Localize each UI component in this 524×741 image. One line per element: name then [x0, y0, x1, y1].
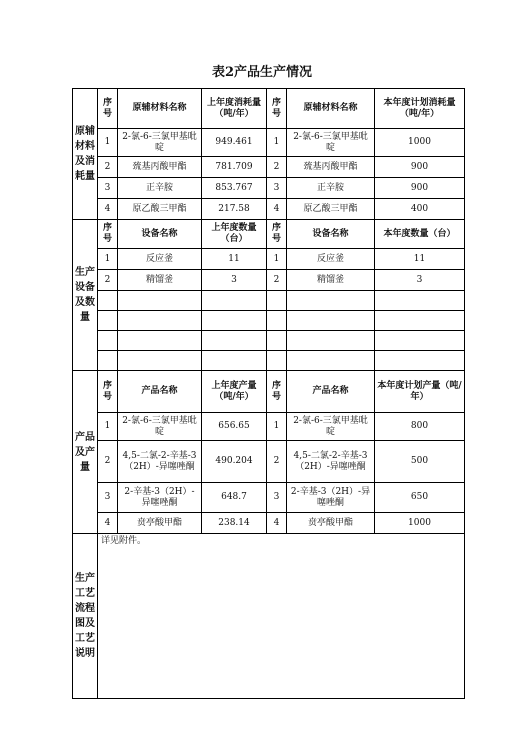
empty-cell: [267, 351, 287, 371]
header-cell: 设备名称: [118, 220, 202, 249]
empty-cell: [267, 331, 287, 351]
table-cell: 原乙酸三甲酯: [118, 199, 202, 220]
table-cell: 2-氯-6-三氯甲基吡啶: [287, 413, 375, 441]
table-cell: 2-氯-6-三氯甲基吡啶: [118, 413, 202, 441]
table-cell: 4: [98, 513, 118, 534]
table-row: [73, 513, 465, 534]
equipment-header-row: [73, 220, 465, 249]
empty-cell: [287, 311, 375, 331]
header-cell: 原辅材料名称: [287, 89, 375, 129]
header-cell: 原辅材料名称: [118, 89, 202, 129]
table-cell: 1000: [375, 129, 465, 157]
table-row: [73, 413, 465, 441]
process-section-label: 生产工艺流程图及工艺说明: [73, 534, 98, 699]
table-cell: 贲亭酸甲酯: [287, 513, 375, 534]
table-cell: 巯基丙酸甲酯: [118, 157, 202, 178]
table-row: [73, 178, 465, 199]
materials-section-label: 原辅材料及消耗量: [73, 89, 98, 220]
empty-cell: [202, 351, 267, 371]
document-title: 表2产品生产情况: [211, 65, 313, 80]
header-cell: 本年度计划消耗量（吨/年）: [375, 89, 465, 129]
table-cell: 反应釜: [287, 249, 375, 270]
table-cell: 949.461: [202, 129, 267, 157]
table-cell: 1: [267, 413, 287, 441]
table-cell: 原乙酸三甲酯: [287, 199, 375, 220]
table-row: [73, 441, 465, 483]
table-cell: 1: [98, 129, 118, 157]
empty-row: [73, 311, 465, 331]
table-cell: 1: [267, 249, 287, 270]
empty-cell: [118, 351, 202, 371]
table-cell: 400: [375, 199, 465, 220]
empty-cell: [98, 311, 118, 331]
table-cell: 2: [98, 270, 118, 291]
empty-cell: [118, 311, 202, 331]
table-cell: 2-氯-6-三氯甲基吡啶: [287, 129, 375, 157]
table-cell: 4,5-二氯-2-辛基-3（2H）-异噻唑酮: [118, 441, 202, 483]
table-cell: 2: [267, 157, 287, 178]
table-cell: 反应釜: [118, 249, 202, 270]
empty-row: [73, 351, 465, 371]
table-cell: 3: [202, 270, 267, 291]
table-row: [73, 199, 465, 220]
empty-row: [73, 291, 465, 311]
table-row: [73, 270, 465, 291]
table-cell: 217.58: [202, 199, 267, 220]
table-cell: 1: [267, 129, 287, 157]
empty-cell: [375, 351, 465, 371]
table-cell: 精馏釜: [118, 270, 202, 291]
empty-cell: [202, 311, 267, 331]
empty-row: [73, 331, 465, 351]
table-row: [73, 129, 465, 157]
header-cell: 产品名称: [287, 371, 375, 413]
empty-cell: [287, 291, 375, 311]
table-cell: 900: [375, 157, 465, 178]
table-cell: 1000: [375, 513, 465, 534]
table-cell: 11: [202, 249, 267, 270]
empty-cell: [98, 331, 118, 351]
table-cell: 巯基丙酸甲酯: [287, 157, 375, 178]
header-cell: 序号: [98, 371, 118, 413]
table-cell: 3: [98, 178, 118, 199]
table-cell: 正辛胺: [118, 178, 202, 199]
empty-cell: [202, 291, 267, 311]
production-table: [72, 88, 465, 699]
header-cell: 本年度数量（台）: [375, 220, 465, 249]
table-cell: 656.65: [202, 413, 267, 441]
process-row: [73, 534, 465, 699]
table-cell: 2-辛基-3（2H）-异噻唑酮: [118, 483, 202, 513]
table-cell: 2: [267, 441, 287, 483]
empty-cell: [267, 291, 287, 311]
table-cell: 2: [98, 157, 118, 178]
empty-cell: [118, 331, 202, 351]
table-cell: 500: [375, 441, 465, 483]
header-cell: 设备名称: [287, 220, 375, 249]
empty-cell: [98, 291, 118, 311]
table-cell: 精馏釜: [287, 270, 375, 291]
materials-header-row: [73, 89, 465, 129]
header-cell: 序号: [98, 89, 118, 129]
header-cell: 产品名称: [118, 371, 202, 413]
table-row: [73, 249, 465, 270]
process-description: 详见附件。: [98, 534, 465, 699]
products-section-label: 产品及产量: [73, 371, 98, 534]
empty-cell: [267, 311, 287, 331]
products-header-row: [73, 371, 465, 413]
empty-cell: [98, 351, 118, 371]
empty-cell: [375, 311, 465, 331]
table-cell: 3: [267, 178, 287, 199]
table-cell: 781.709: [202, 157, 267, 178]
table-cell: 900: [375, 178, 465, 199]
table-cell: 1: [98, 413, 118, 441]
header-cell: 上年度产量（吨/年）: [202, 371, 267, 413]
empty-cell: [287, 331, 375, 351]
table-cell: 11: [375, 249, 465, 270]
table-row: [73, 157, 465, 178]
header-cell: 序号: [267, 220, 287, 249]
table-cell: 4,5-二氯-2-辛基-3（2H）-异噻唑酮: [287, 441, 375, 483]
table-cell: 650: [375, 483, 465, 513]
empty-cell: [287, 351, 375, 371]
equipment-section-label: 生产设备及数量: [73, 220, 98, 371]
table-cell: 800: [375, 413, 465, 441]
empty-cell: [202, 331, 267, 351]
header-cell: 本年度计划产量（吨/年）: [375, 371, 465, 413]
header-cell: 上年度消耗量（吨/年）: [202, 89, 267, 129]
table-cell: 4: [98, 199, 118, 220]
empty-cell: [118, 291, 202, 311]
table-cell: 648.7: [202, 483, 267, 513]
header-cell: 上年度数量（台）: [202, 220, 267, 249]
table-cell: 3: [98, 483, 118, 513]
header-cell: 序号: [98, 220, 118, 249]
table-row: [73, 483, 465, 513]
table-cell: 853.767: [202, 178, 267, 199]
table-cell: 4: [267, 199, 287, 220]
table-cell: 2: [267, 270, 287, 291]
table-cell: 1: [98, 249, 118, 270]
table-cell: 正辛胺: [287, 178, 375, 199]
empty-cell: [375, 331, 465, 351]
header-cell: 序号: [267, 89, 287, 129]
table-cell: 2-辛基-3（2H）-异噻唑酮: [287, 483, 375, 513]
table-cell: 贲亭酸甲酯: [118, 513, 202, 534]
table-cell: 3: [267, 483, 287, 513]
table-cell: 490.204: [202, 441, 267, 483]
table-cell: 2-氯-6-三氯甲基吡啶: [118, 129, 202, 157]
empty-cell: [375, 291, 465, 311]
table-cell: 3: [375, 270, 465, 291]
table-cell: 238.14: [202, 513, 267, 534]
table-cell: 4: [267, 513, 287, 534]
header-cell: 序号: [267, 371, 287, 413]
table-cell: 2: [98, 441, 118, 483]
